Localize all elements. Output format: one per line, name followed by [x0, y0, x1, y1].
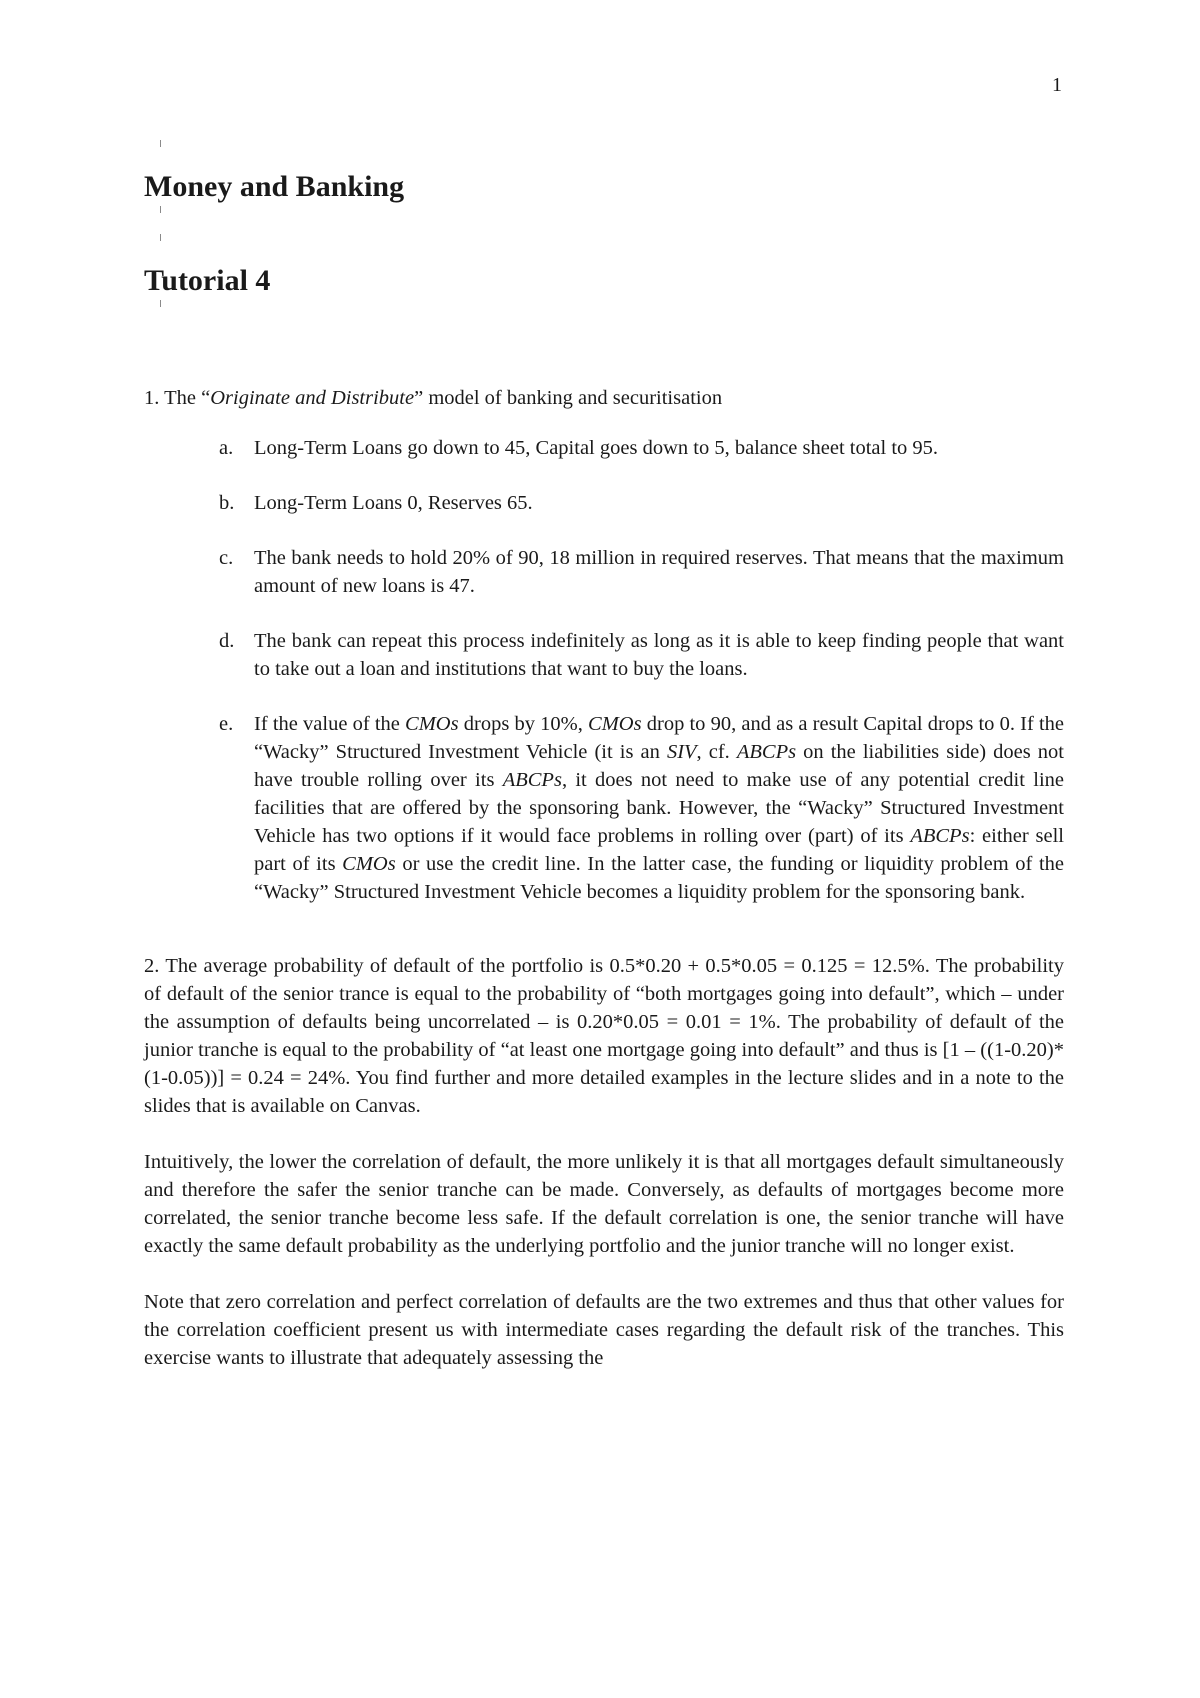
answer-text: Long-Term Loans 0, Reserves 65. [254, 492, 533, 514]
answer-marker: d. [219, 630, 235, 652]
answer-c [144, 544, 1064, 600]
answer-marker: b. [219, 492, 235, 514]
page-number: 1 [1052, 74, 1062, 96]
answer-b [144, 489, 1064, 517]
answer-d [144, 627, 1064, 683]
answer-marker: a. [219, 437, 234, 459]
question-1-heading: 1. The “Originate and Distribute” model of banking and securitisation [144, 387, 723, 409]
answer-a [144, 434, 1064, 462]
answer-marker: c. [219, 547, 234, 569]
answer-text: Long-Term Loans go down to 45, Capital goes down to 5, balance sheet total to 95. [254, 437, 939, 459]
answer-text: The bank needs to hold 20% of 90, 18 million in required reserves. That means that the maximum amount of new loans is 47. [254, 547, 1064, 597]
format-mark [160, 206, 161, 213]
format-mark [160, 300, 161, 307]
question-2-paragraph: Note that zero correlation and perfect correlation of defaults are the two extremes and thus that other values for the correlation coefficient present us with intermediate cases regarding the default risk of the tranches. This exercise wants to illustrate that adequately assessing the [144, 1291, 1064, 1369]
question-1-answers [144, 434, 1064, 906]
answer-marker: e. [219, 713, 234, 735]
question-2-paragraph: Intuitively, the lower the correlation of default, the more unlikely it is that all mortgages default simultaneously and therefore the safer the senior tranche can be made. Conversely, as defaults of mortgages become more correlated, the senior tranche become less safe. If the default correlation is one, the senior tranche will have exactly the same default probability as the underlying portfolio and the junior tranche will no longer exist. [144, 1151, 1064, 1257]
format-mark [160, 140, 161, 147]
document-title: Money and Banking [144, 170, 405, 203]
document-subtitle: Tutorial 4 [144, 264, 271, 297]
document-body [144, 384, 1064, 1400]
answer-text: The bank can repeat this process indefinitely as long as it is able to keep finding people that want to take out a loan and institutions that want to buy the loans. [254, 630, 1064, 680]
model-name: Originate and Distribute [210, 387, 415, 409]
format-mark [160, 234, 161, 241]
question-2-paragraph: 2. The average probability of default of the portfolio is 0.5*0.20 + 0.5*0.05 = 0.125 = 12.5%. The probability of default of the senior trance is equal to the probability of “both mortgages going into default”, which – under the assumption of defaults being uncorrelated – is 0.20*0.05 = 0.01 = 1%. The probability of default of the junior tranche is equal to the probability of “at least one mortgage going into default” and thus is [1 – ((1-0.20)*(1-0.05))] = 0.24 = 24%. You find further and more detailed examples in the lecture slides and in a note to the slides that is available on Canvas. [144, 955, 1064, 1117]
answer-text: If the value of the CMOs drops by 10%, CMOs drop to 90, and as a result Capital drops to 0. If the “Wacky” Structured Investment Vehicle (it is an SIV, cf. ABCPs on the liabilities side) does not have trouble rolling over its ABCPs, it does not need to make use of any potential credit line facilities that are offered by the sponsoring bank. However, the “Wacky” Structured Investment Vehicle has two options if it would face problems in rolling over (part) of its ABCPs: either sell part of its CMOs or use the credit line. In the latter case, the funding or liquidity problem of the “Wacky” Structured Investment Vehicle becomes a liquidity problem for the sponsoring bank. [254, 713, 1064, 903]
answer-e [144, 710, 1064, 906]
